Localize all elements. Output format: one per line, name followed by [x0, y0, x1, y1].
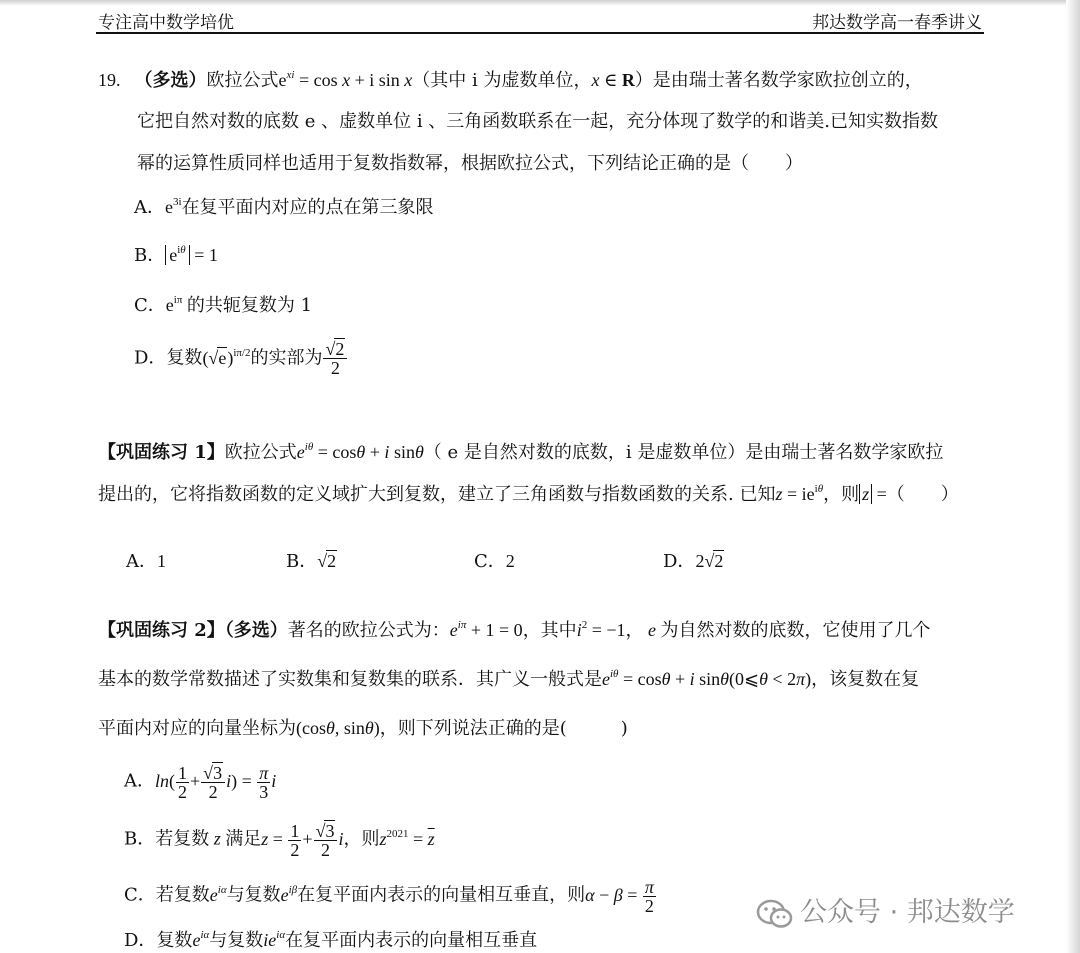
header-left: 专注高中数学培优: [98, 13, 234, 33]
q19-line1: 19. （多选）欧拉公式$e^{xi} = \cos x + i$ sin x（其中 i 为虚数单位，x ∈ R）是由瑞士著名数学家欧拉创立的，: [98, 69, 923, 91]
header-right: 邦达数学高一春季讲义: [812, 13, 982, 32]
q19-option-a: A．$e^{3i}$在复平面内对应的点在第三象限: [134, 196, 434, 218]
page-header: [96, 6, 984, 34]
ex2-option-d: D．复数$e^{i\alpha}$与复数$ie^{i\alpha}$在复平面内表示的向量相互垂直: [124, 929, 538, 951]
wechat-icon: [756, 899, 794, 929]
watermark-text: 公众号 · 邦达数学: [800, 897, 1015, 928]
ex1-option-c: C．2: [474, 551, 515, 572]
q19-line2: 它把自然对数的底数 e 、虚数单位 i 、三角函数联系在一起，充分体现了数学的和谐美.已知实数指数: [137, 111, 939, 132]
ex1-option-b: B．√2: [286, 551, 337, 572]
ex1-option-d: D．2√2: [663, 551, 724, 572]
watermark: [756, 890, 1015, 929]
q19-option-c: C．$e^{i\pi}$ 的共轭复数为 1: [134, 294, 313, 316]
ex2-line1: 【巩固练习 2】（多选）著名的欧拉公式为：$e^{i\pi} + 1 = 0$，其中$i^2 = -1$， e 为自然对数的底数，它使用了几个: [98, 619, 931, 641]
ex2-option-b: B．若复数 z 满足z = $\frac{1}{2}$ + $\frac{√3}{2}$ i，则$z^{2021} = \overline{z}$: [124, 821, 435, 860]
ex1-line2: 提出的，它将指数函数的定义域扩大到复数，建立了三角函数与指数函数的关系. 已知$z = ie^{i\theta}$，则 z =（ ）: [98, 483, 959, 505]
ex2-line2: 基本的数学常数描述了实数集和复数集的联系．其广义一般式是$e^{i\theta} = \cos\theta + i$ sinθ(0⩽θ < 2π)，该复数在复: [98, 668, 920, 690]
ex1-line1: 【巩固练习 1】欧拉公式$e^{i\theta} = \cos\theta + i$ sinθ（ e 是自然对数的底数，i 是虚数单位）是由瑞士著名数学家欧拉: [98, 441, 944, 463]
ex2-option-c: C．若复数$e^{i\alpha}$与复数$e^{i\beta}$在复平面内表示的向量相互垂直，则α − β = $\frac{\pi}{2}$: [124, 877, 654, 916]
ex1-option-a: A．1: [126, 551, 166, 572]
page-right-shadow: [1066, 0, 1080, 953]
q19-option-b: B． $e^{i\theta} = 1$: [134, 244, 218, 266]
q19-option-d: D．复数$(√e)^{i\pi/2}$的实部为 $\frac{√2}{2}$: [134, 340, 348, 377]
ex2-line3: 平面内对应的向量坐标为(cosθ, sinθ)，则下列说法正确的是( ): [98, 718, 628, 739]
ex2-option-a: A．ln( $\frac{1}{2}$ + $\frac{√3}{2}$ i) = $\frac{\pi}{3}$ i: [124, 763, 277, 802]
q19-line3: 幂的运算性质同样也适用于复数指数幂，根据欧拉公式，下列结论正确的是（ ）: [137, 153, 803, 174]
